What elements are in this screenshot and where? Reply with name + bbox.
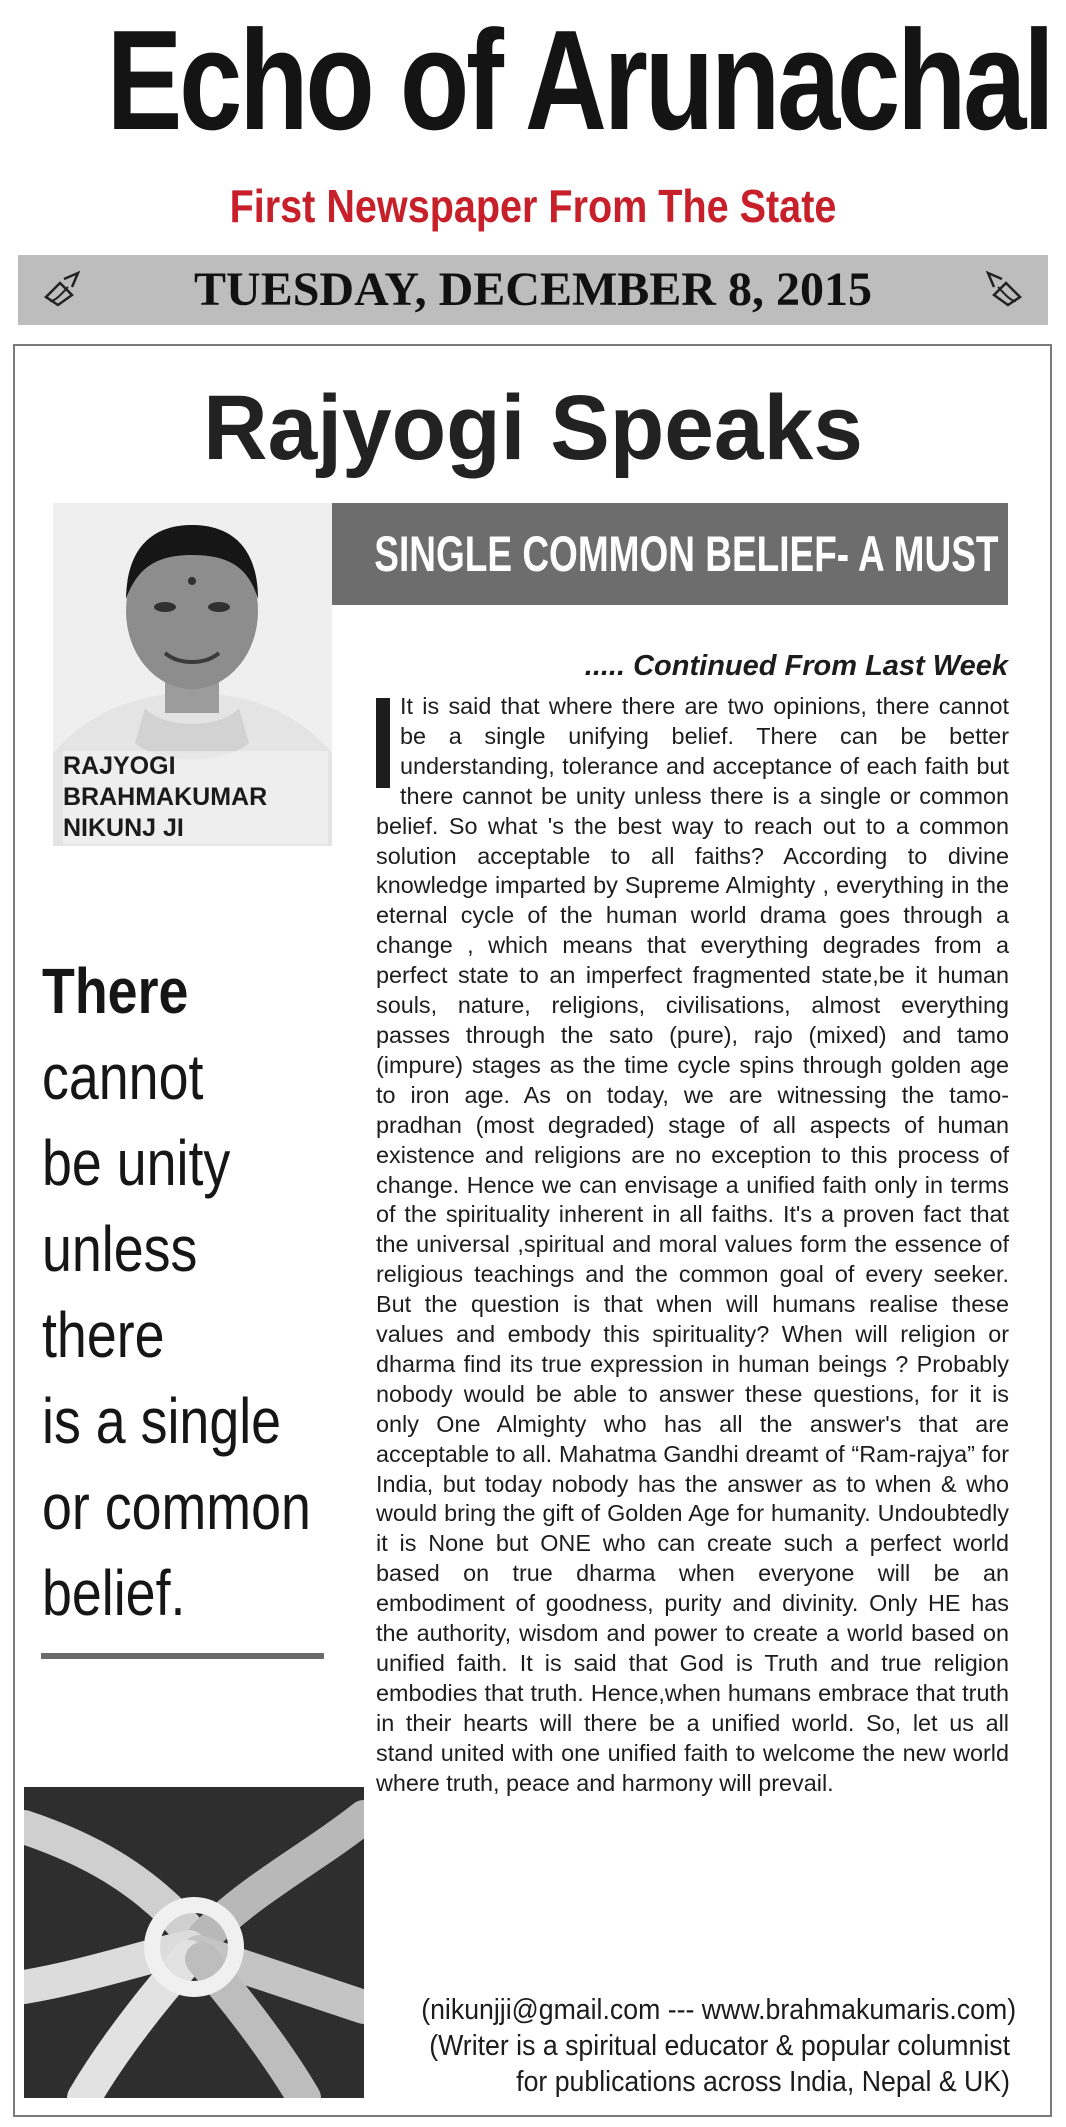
author-name <box>63 751 328 844</box>
pull-quote-line: unless <box>42 1213 198 1285</box>
column-title: Rajyogi Speaks <box>203 377 863 479</box>
author-photo <box>53 503 332 846</box>
contact-line: (nikunjji@gmail.com --- www.brahmakumaris.com) <box>421 1994 1017 2026</box>
pull-quote-lead: There <box>42 955 189 1027</box>
headline: SINGLE COMMON BELIEF- A MUST <box>373 526 998 582</box>
hands-photo <box>24 1787 364 2098</box>
date-band <box>18 255 1048 325</box>
masthead-title: Echo of Arunachal <box>106 1 1052 160</box>
continued-note: ..... Continued From Last Week <box>584 650 1008 682</box>
pull-quote-line: cannot <box>42 1041 204 1113</box>
article-body-text: It is said that where there are two opinions, there cannot be a single unifying belief. There can be better understanding, tolerance and acceptance of each faith but there cannot be unity unless there is a single or common belief. So what 's the best way to reach out to a common solution acceptable to all faiths? According to divine knowledge imparted by Supreme Almighty , everything in the eternal cycle of the human world drama goes through a change , which means that everything degrades from a perfect state to an imperfect fragmented state,be it human souls, nature, religions, civilisations, almost everything passes through the sato (pure), rajo (mixed) and tamo (impure) stages as the time cycle spins through golden age to iron age. As on today, we are witnessing the tamo-pradhan (most degraded) stage of all aspects of human existence and religions are no exception to this process of change. Hence we can envisage a unified faith only in terms of the spirituality inherent in all faiths. It's a proven fact that the universal ,spiritual and moral values form the essence of religious teachings and the common goal of every seeker. But the question is that when will humans realise these values and embody this spirituality? When will religion or dharma find its true expression in human beings ? Probably nobody would be able to answer these questions, for it is only One Almighty who has all the answer's that are acceptable to all. Mahatma Gandhi dreamt of “Ram-rajya” for India, but today nobody has the answer as to when & who would bring the gift of Golden Age for humanity. Undoubtedly it is None but ONE who can create such a perfect world based on true dharma when everyone will be an embodiment of goodness, purity and divinity. Only HE has the authority, wisdom and power to create a world based on unified faith. It is said that God is Truth and true religion embodies that truth. Hence,when humans embrace that truth in their hearts will there be a unified world. So, let us all stand united with one unified faith to welcome the new world where truth, peace and harmony will prevail. <box>376 693 1009 1796</box>
dropcap <box>376 698 390 788</box>
masthead-tagline: First Newspaper From The State <box>229 180 837 232</box>
author-name-line: NIKUNJ JI <box>63 814 184 842</box>
article-body <box>376 692 1009 1799</box>
pull-quote-line: there <box>42 1299 165 1371</box>
publication-date: TUESDAY, DECEMBER 8, 2015 <box>194 263 872 316</box>
pen-on-page-icon <box>984 271 1024 309</box>
linked-hands-image <box>24 1787 364 2098</box>
bio-line: (Writer is a spiritual educator & popular columnist <box>429 2030 1010 2062</box>
pull-quote-line: belief. <box>42 1557 186 1629</box>
author-name-line: RAJYOGI <box>63 752 176 780</box>
pull-quote-line: be unity <box>42 1127 231 1199</box>
pull-quote-line: is a single <box>42 1385 282 1457</box>
author-name-line: BRAHMAKUMAR <box>63 783 268 811</box>
bio-line: for publications across India, Nepal & UK) <box>516 2066 1010 2098</box>
pull-quote <box>42 948 311 1636</box>
pull-quote-line: or common <box>42 1471 311 1543</box>
pull-quote-rule <box>41 1653 324 1659</box>
